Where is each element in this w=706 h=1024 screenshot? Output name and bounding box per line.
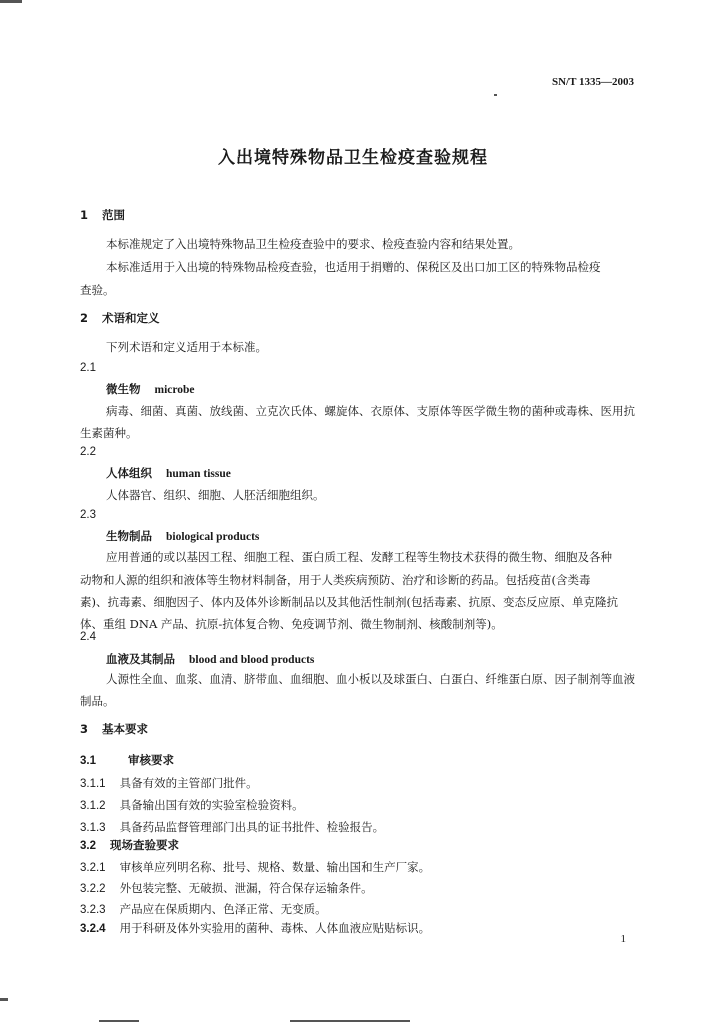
term-2-1-def-line-1: 病毒、细菌、真菌、放线菌、立克次氏体、螺旋体、衣原体、支原体等医学微生物的菌种或毒株、医用抗 [106,404,635,418]
clause-3-1-2 [80,797,304,813]
section-2-intro: 下列术语和定义适用于本标准。 [106,340,267,354]
term-2-4-name [106,651,314,667]
term-2-1-en: microbe [154,384,195,396]
clause-3-1-3 [80,819,384,835]
clause-3-1-heading: 审核要求 [128,753,174,767]
standard-number: SN/T 1335—2003 [551,76,634,88]
term-2-3-en: biological products [166,531,260,543]
clause-3-2-4 [80,920,430,936]
clause-3-1 [80,752,174,768]
term-2-2-number: 2.2 [80,446,96,458]
clause-3-2-3-number: 3.2.3 [80,904,106,916]
clause-3-2-3 [80,901,327,917]
term-2-3-cn: 生物制品 [106,529,152,543]
clause-3-1-3-number: 3.1.3 [80,822,106,834]
clause-3-1-1-text: 具备有效的主管部门批件。 [119,776,258,790]
section-3-number: 3 [80,722,89,736]
section-3-heading [80,721,148,737]
clause-3-2-1-text: 审核单应列明名称、批号、规格、数量、输出国和生产厂家。 [119,860,431,874]
clause-3-2-4-text: 用于科研及体外实验用的菌种、毒株、人体血液应贴贴标识。 [119,921,431,935]
term-2-3-name [106,528,259,544]
section-1-para-2-line-1: 本标准适用于入出境的特殊物品检疫查验，也适用于捐赠的、保税区及出口加工区的特殊物品检疫 [106,260,601,274]
term-2-1-number: 2.1 [80,362,96,374]
clause-3-2-heading: 现场查验要求 [110,838,179,852]
term-2-4-cn: 血液及其制品 [106,652,175,666]
clause-3-2-2 [80,880,373,896]
scan-speck [99,1020,139,1022]
term-2-1-def-line-2: 生素菌种。 [80,426,138,440]
section-1-number: 1 [80,208,89,222]
term-2-4-number: 2.4 [80,631,96,643]
clause-3-2-2-number: 3.2.2 [80,883,106,895]
term-2-3-def-line-1: 应用普通的或以基因工程、细胞工程、蛋白质工程、发酵工程等生物技术获得的微生物、细胞及各种 [106,550,612,564]
term-2-1-cn: 微生物 [106,382,141,396]
clause-3-2-2-text: 外包装完整、无破损、泄漏，符合保存运输条件。 [119,881,373,895]
term-2-3-def-line-3: 素)、抗毒素、细胞因子、体内及体外诊断制品以及其他活性制剂(包括毒素、抗原、变态反应原、单克隆抗 [80,595,618,609]
scan-speck [494,94,497,96]
clause-3-2-3-text: 产品应在保质期内、色泽正常、无变质。 [119,902,327,916]
section-1-para-2-line-2: 查验。 [80,283,115,297]
page-number: 1 [620,933,626,945]
term-2-2-cn: 人体组织 [106,466,152,480]
clause-3-1-number: 3.1 [80,755,96,767]
term-2-2-name [106,465,231,481]
term-2-4-en: blood and blood products [189,654,315,666]
clause-3-2-4-number: 3.2.4 [80,923,106,935]
scan-speck [0,0,22,3]
term-2-2-def-line-1: 人体器官、组织、细胞、人胚活细胞组织。 [106,488,325,502]
clause-3-1-1 [80,775,258,791]
clause-3-1-1-number: 3.1.1 [80,778,106,790]
term-2-3-number: 2.3 [80,509,96,521]
clause-3-2-1-number: 3.2.1 [80,862,106,874]
clause-3-2 [80,837,179,853]
section-1-para-1: 本标准规定了入出境特殊物品卫生检疫查验中的要求、检疫查验内容和结果处置。 [106,237,520,251]
term-2-1-name [106,381,195,397]
scan-speck [0,998,8,1001]
section-2-number: 2 [80,311,89,325]
term-2-2-en: human tissue [166,468,231,480]
document-title: 入出境特殊物品卫生检疫查验规程 [218,148,488,168]
section-1-heading [80,207,125,223]
clause-3-2-1 [80,859,430,875]
clause-3-1-2-text: 具备输出国有效的实验室检验资料。 [119,798,304,812]
section-2-heading [80,310,160,326]
term-2-3-def-line-2: 动物和人源的组织和液体等生物材料制备，用于人类疾病预防、治疗和诊断的药品。包括疫苗(含类毒 [80,573,591,587]
term-2-4-def-line-1: 人源性全血、血浆、血清、脐带血、血细胞、血小板以及球蛋白、白蛋白、纤维蛋白原、因子制剂等血液 [106,672,635,686]
section-3-title: 基本要求 [102,722,149,736]
term-2-4-def-line-2: 制品。 [80,694,115,708]
scan-speck [290,1020,410,1022]
clause-3-2-number: 3.2 [80,840,96,852]
section-2-title: 术语和定义 [102,311,160,325]
clause-3-1-2-number: 3.1.2 [80,800,106,812]
section-1-title: 范围 [102,208,126,222]
clause-3-1-3-text: 具备药品监督管理部门出具的证书批件、检验报告。 [119,820,385,834]
term-2-3-def-line-4: 体、重组 DNA 产品、抗原-抗体复合物、免疫调节剂、微生物制剂、核酸制剂等)。 [80,617,503,631]
